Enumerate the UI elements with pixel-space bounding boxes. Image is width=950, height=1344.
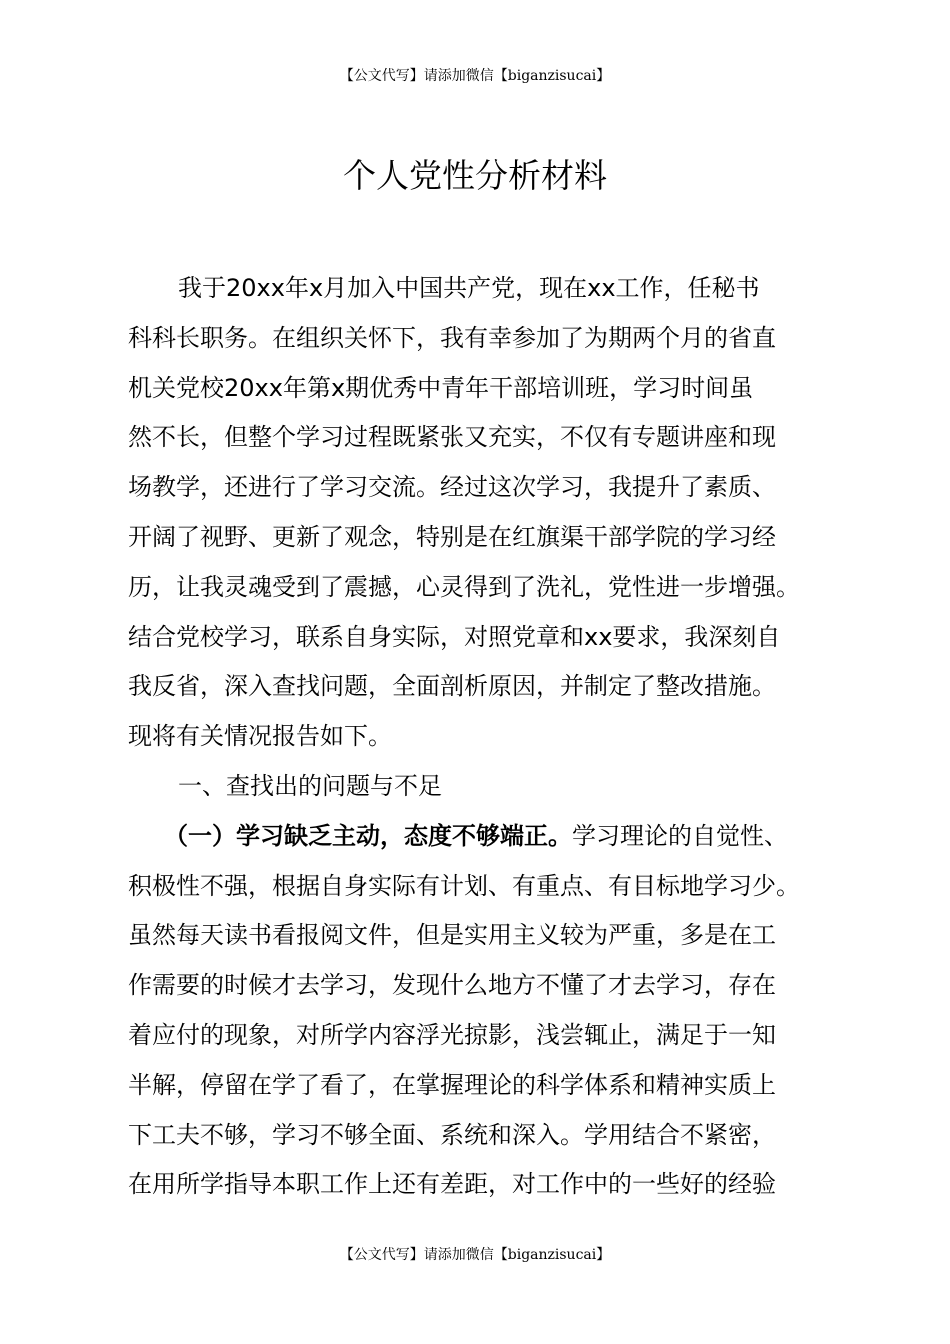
document-body: [128, 264, 833, 1210]
page-footer: 【公文代写】请添加微信【biganzisucai】: [339, 1247, 611, 1263]
paragraph-line: 我于20xx年x月加入中国共产党，现在xx工作，任秘书: [178, 274, 760, 302]
subsection-line: [128, 812, 833, 862]
paragraph-line: 作需要的时候才去学习，发现什么地方不懂了才去学习，存在: [128, 971, 776, 1000]
paragraph-line: 半解，停留在学了看了，在掌握理论的科学体系和精神实质上: [128, 1070, 776, 1099]
paragraph-line: 机关党校20xx年第x期优秀中青年干部培训班，学习时间虽: [128, 373, 754, 402]
paragraph-line: 我反省，深入查找问题，全面剖析原因，并制定了整改措施。: [128, 672, 776, 701]
subsection-text: 学习理论的自觉性、: [572, 821, 788, 850]
page-header: 【公文代写】请添加微信【biganzisucai】: [339, 68, 611, 84]
paragraph-line: 虽然每天读书看报阅文件，但是实用主义较为严重，多是在工: [128, 921, 776, 950]
paragraph-line: 场教学，还进行了学习交流。经过这次学习，我提升了素质、: [128, 473, 776, 502]
document-title: 个人党性分析材料: [343, 156, 607, 195]
paragraph-line: 着应付的现象，对所学内容浮光掠影，浅尝辄止，满足于一知: [128, 1020, 776, 1049]
paragraph-line: 科科长职务。在组织关怀下，我有幸参加了为期两个月的省直: [128, 323, 776, 352]
paragraph-line: 结合党校学习，联系自身实际，对照党章和xx要求，我深刻自: [128, 622, 781, 651]
paragraph-line: 现将有关情况报告如下。: [128, 722, 392, 751]
paragraph-line: 开阔了视野、更新了观念，特别是在红旗渠干部学院的学习经: [128, 522, 776, 551]
section-heading: 一、查找出的问题与不足: [178, 771, 442, 800]
subsection-heading: （一）学习缺乏主动，态度不够端正。: [164, 821, 572, 850]
paragraph-line: 在用所学指导本职工作上还有差距，对工作中的一些好的经验: [128, 1170, 776, 1199]
paragraph-line: 历，让我灵魂受到了震撼，心灵得到了洗礼，党性进一步增强。: [128, 572, 800, 601]
paragraph-line: 下工夫不够，学习不够全面、系统和深入。学用结合不紧密，: [128, 1120, 776, 1149]
paragraph-line: 积极性不强，根据自身实际有计划、有重点、有目标地学习少。: [128, 871, 800, 900]
paragraph-line: 然不长，但整个学习过程既紧张又充实，不仅有专题讲座和现: [128, 423, 776, 452]
